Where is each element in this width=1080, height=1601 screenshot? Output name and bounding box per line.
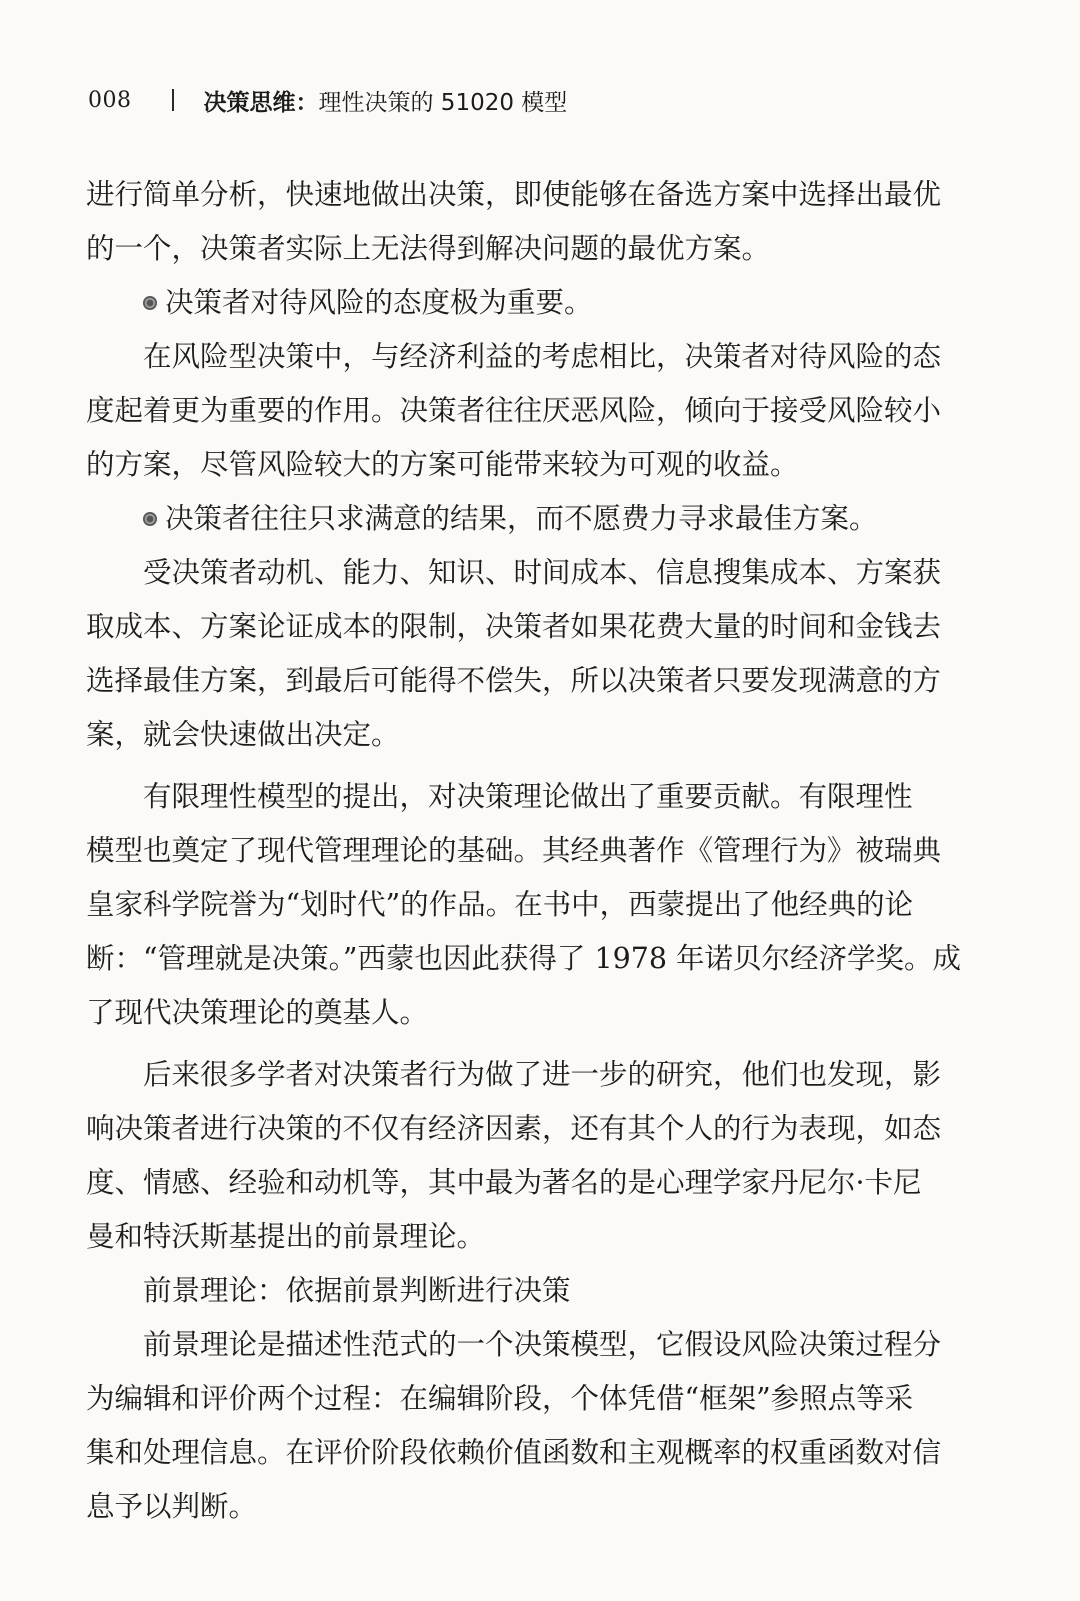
paragraph-line: 的方案，尽管风险较大的方案可能带来较为可观的收益。	[86, 448, 799, 481]
bullet-icon	[143, 296, 157, 310]
paragraph-line: 前景理论是描述性范式的一个决策模型，它假设风险决策过程分	[143, 1328, 942, 1361]
bullet-point	[86, 276, 941, 330]
paragraph-line: 度起着更为重要的作用。决策者往往厌恶风险，倾向于接受风险较小	[86, 394, 942, 427]
paragraph-line: 集和处理信息。在评价阶段依赖价值函数和主观概率的权重函数对信	[86, 1436, 942, 1469]
paragraph-gap	[86, 1040, 941, 1048]
paragraph-line: 断：“管理就是决策。”西蒙也因此获得了 1978 年诺贝尔经济学奖。成	[86, 942, 962, 975]
book-title: 决策思维：	[203, 89, 319, 116]
paragraph-line: 受决策者动机、能力、知识、时间成本、信息搜集成本、方案获	[143, 556, 942, 589]
paragraph-line: 皇家科学院誉为“划时代”的作品。在书中，西蒙提出了他经典的论	[86, 888, 914, 921]
bullet-icon	[143, 512, 157, 526]
page-number: 008	[88, 87, 132, 113]
paragraph-line: 后来很多学者对决策者行为做了进一步的研究，他们也发现，影	[143, 1058, 942, 1091]
paragraph-line: 案，就会快速做出决定。	[86, 718, 400, 751]
paragraph-line: 了现代决策理论的奠基人。	[86, 996, 429, 1029]
bullet-text: 决策者对待风险的态度极为重要。	[165, 286, 593, 319]
section-subheading: 前景理论：依据前景判断进行决策	[143, 1274, 571, 1307]
paragraph-line: 度、情感、经验和动机等，其中最为著名的是心理学家丹尼尔·卡尼	[86, 1166, 922, 1199]
header-divider	[172, 89, 174, 111]
paragraph-line: 模型也奠定了现代管理理论的基础。其经典著作《管理行为》被瑞典	[86, 834, 942, 867]
book-subtitle: 理性决策的 51020 模型	[318, 89, 568, 116]
paragraph-line: 的一个，决策者实际上无法得到解决问题的最优方案。	[86, 232, 771, 265]
paragraph-line: 息予以判断。	[86, 1490, 258, 1523]
bullet-text: 决策者往往只求满意的结果，而不愿费力寻求最佳方案。	[165, 502, 878, 535]
paragraph-line: 进行简单分析，快速地做出决策，即使能够在备选方案中选择出最优	[86, 178, 942, 211]
paragraph-line: 取成本、方案论证成本的限制，决策者如果花费大量的时间和金钱去	[86, 610, 942, 643]
paragraph-gap	[86, 762, 941, 770]
paragraph-line: 在风险型决策中，与经济利益的考虑相比，决策者对待风险的态	[143, 340, 942, 373]
bullet-point	[86, 492, 941, 546]
paragraph-line: 有限理性模型的提出，对决策理论做出了重要贡献。有限理性	[143, 780, 913, 813]
paragraph-line: 为编辑和评价两个过程：在编辑阶段，个体凭借“框架”参照点等采	[86, 1382, 914, 1415]
paragraph-line: 选择最佳方案，到最后可能得不偿失，所以决策者只要发现满意的方	[86, 664, 942, 697]
paragraph-line: 曼和特沃斯基提出的前景理论。	[86, 1220, 486, 1253]
paragraph-line: 响决策者进行决策的不仅有经济因素，还有其个人的行为表现，如态	[86, 1112, 942, 1145]
body-text	[86, 168, 962, 1534]
running-header	[88, 80, 567, 120]
